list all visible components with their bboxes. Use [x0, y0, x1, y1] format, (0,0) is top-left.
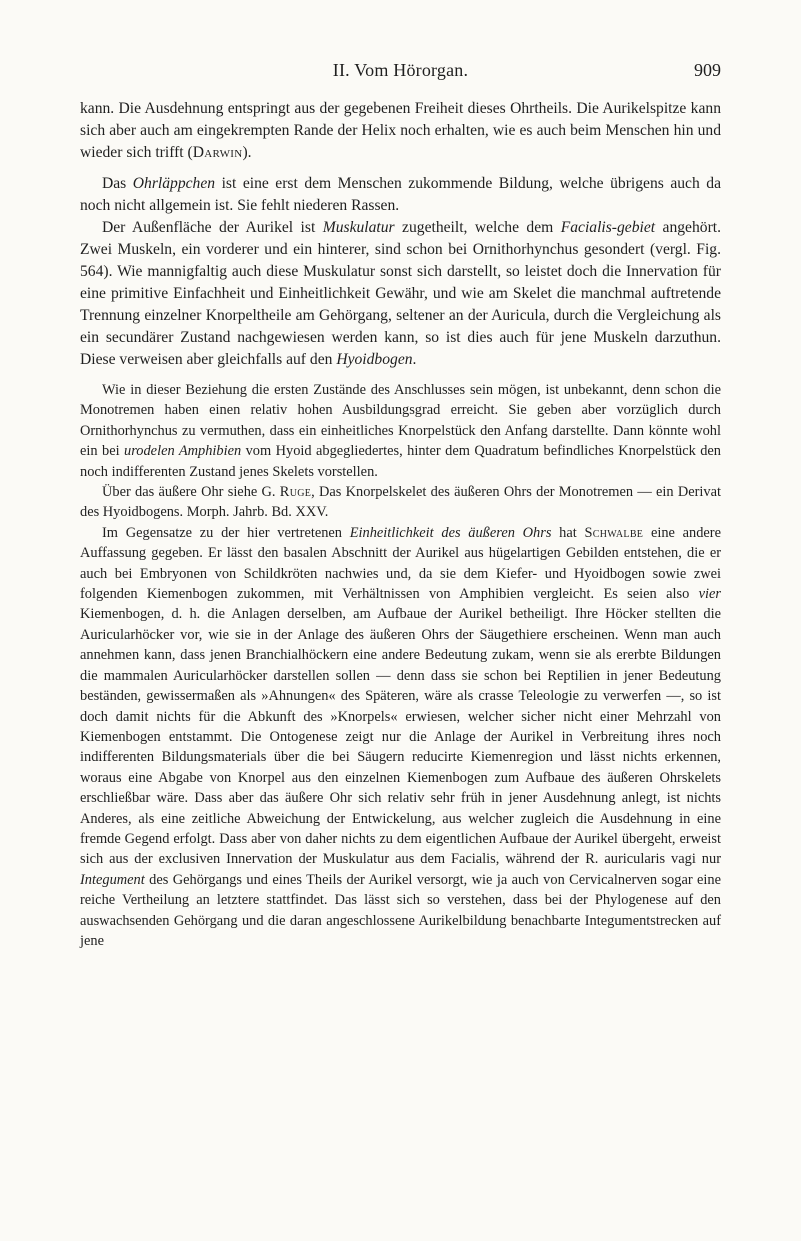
paragraph-2: Der Außenfläche der Aurikel ist Muskulatur zugetheilt, welche dem Facialis-gebiet angehört. Zwei Muskeln, ein vorderer und ein hinterer, sind schon bei Ornithorhynchus gesondert (vergl. Fig. 564). Wie mannigfaltig auch diese Muskulatur sonst sich darstellt, so leistet doch die Innervation für eine primitive Einfachheit und Einheitlichkeit Gewähr, und wie am Skelet die manchmal auftretende Trennung einzelner Knorpeltheile am Gehörgang, seltener an der Auricula, durch die Vergleichung als ein secundärer Zustand nachgewiesen werden kann, so ist dies auch für jene Muskeln darzuthun. Diese verweisen aber gleichfalls auf den Hyoidbogen. — [80, 219, 721, 368]
paragraph-4: Über das äußere Ohr siehe G. Ruge, Das Knorpelskelet des äußeren Ohrs der Monotremen — ein Derivat des Hyoidbogens. Morph. Jahrb. Bd. XXV. — [80, 484, 721, 521]
paragraph-3: Wie in dieser Beziehung die ersten Zustände des Anschlusses sein mögen, ist unbekannt, denn schon die Monotremen haben einen relativ hohen Ausbildungsgrad erreicht. Sie geben aber vorzüglich durch Ornithorhynchus zu vermuthen, dass ein einheitliches Knorpelstück den Anfang darstellte. Dann könnte wohl ein bei urodelen Amphibien vom Hyoid abgegliedertes, hinter dem Quadratum befindliches Knorpelstück den noch indifferenten Zustand jenes Skelets vorstellen. — [80, 382, 721, 480]
paragraph-0: kann. Die Ausdehnung entspringt aus der gegebenen Freiheit dieses Ohrtheils. Die Aurikelspitze kann sich aber auch am eingekrempten Rande der Helix noch erhalten, wie es auch beim Menschen hin und wieder sich trifft (Darwin). — [80, 100, 721, 161]
page-number: 909 — [694, 60, 721, 80]
paragraph-5: Im Gegensatze zu der hier vertretenen Einheitlichkeit des äußeren Ohrs hat Schwalbe eine andere Auffassung gegeben. Er lässt den basalen Abschnitt der Aurikel aus hügelartigen Gebilden entstehen, die er auch bei Embryonen von Schildkröten nachwies und, da sie dem Kiefer- und Hyoidbogen sowie zwei folgenden Kiemenbogen zukommen, mit Verhältnissen von Amphibien vergleicht. Es seien also vier Kiemenbogen, d. h. die Anlagen derselben, am Aufbaue der Aurikel betheiligt. Ihre Höcker stellten die Auricularhöcker vor, wie sie in der Anlage des äußeren Ohrs der Säugethiere erscheinen. Wenn man auch annehmen kann, dass jenen Branchialhöckern eine andere Bedeutung zukam, wenn sie als ererbte Bildungen die mammalen Auricularhöcker darstellen sollen — denn dass sie schon bei Reptilien in jener Bedeutung beständen, gewissermaßen als »Ahnungen« des Späteren, wäre als crasse Teleologie zu verwerfen —, so ist doch damit nichts für die Abkunft des »Knorpels« erwiesen, welcher sicher nicht einer Mehrzahl von Kiemenbogen entstammt. Die Ontogenese zeigt nur die Anlage der Aurikel in Verbreitung ihres noch indifferenten Bildungsmaterials über die bei Säugern reducirte Kiemenregion und lässt nichts erkennen, woraus eine Abgabe von Knorpel aus den einzelnen Kiemenbogen zum Aufbaue des äußeren Ohrskelets erschließbar wäre. Dass aber das äußere Ohr sich relativ sehr früh in jener Ausdehnung anlegt, ist nichts Anderes, als eine zeitliche Abweichung der Entwickelung, aus welcher zugleich die Ausdehnung in eine fremde Gegend erfolgt. Dass aber von daher nichts zu dem eigentlichen Aufbaue der Aurikel übergeht, erweist sich aus der exclusiven Innervation der Muskulatur aus dem Facialis, während der R. auricularis vagi nur Integument des Gehörgangs und eines Theils der Aurikel versorgt, wie ja auch von Cervicalnerven sogar eine reiche Vertheilung an letztere stattfindet. Das lässt sich so verstehen, dass bei der Phylogenese auf den auswachsenden Gehörgang und die daran angeschlossene Aurikelbildung benachbarte Integumentstrecken auf jene — [80, 524, 721, 949]
body-text — [80, 98, 721, 951]
paragraph-1: Das Ohrläppchen ist eine erst dem Menschen zukommende Bildung, welche übrigens auch da noch nicht allgemein ist. Sie fehlt niederen Rassen. — [80, 175, 721, 214]
running-title: II. Vom Hörorgan. — [332, 60, 469, 80]
running-head — [80, 60, 721, 84]
